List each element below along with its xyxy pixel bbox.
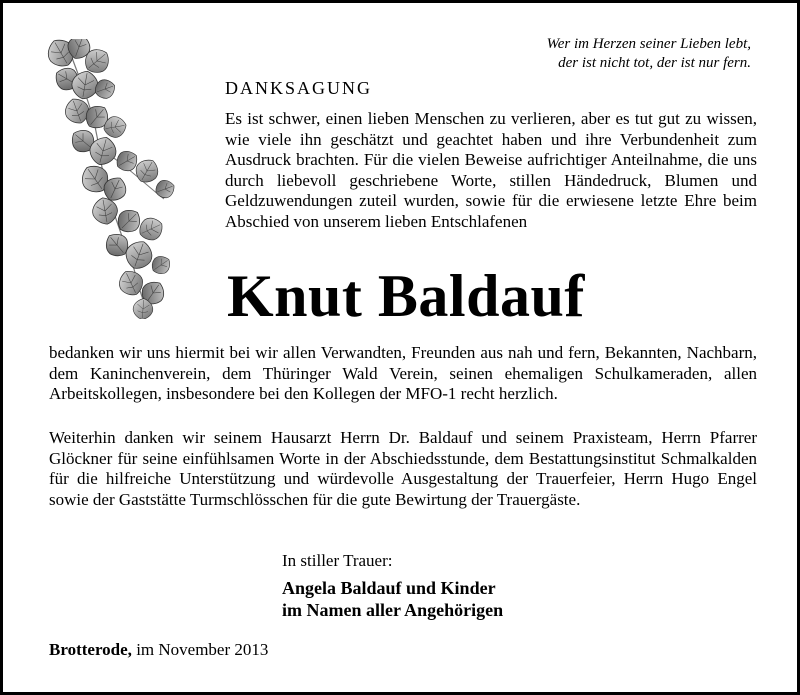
signature-line-1: Angela Baldauf und Kinder (282, 578, 496, 598)
place-name: Brotterode, (49, 640, 132, 659)
notice-date: im November 2013 (136, 640, 269, 659)
quote-line-2: der ist nicht tot, der ist nur fern. (558, 55, 751, 71)
quote-line-1: Wer im Herzen seiner Lieben lebt, (546, 36, 751, 52)
signature-block (282, 577, 503, 621)
thanks-paragraph-1: bedanken wir uns hiermit bei wir allen Verwandten, Freunden aus nah und fern, Bekannten, Nachbarn, dem Kaninchenverein, dem Thüringer Wald Verein, seinen ehemaligen Schulkameraden, allen Arbeitskollegen, insbesondere bei den Kollegen der MFO-1 recht herzlich. (49, 343, 757, 403)
thanks-paragraph-2: Weiterhin danken wir seinem Hausarzt Herrn Dr. Baldauf und seinem Praxisteam, Herrn Pfarrer Glöckner für seine einfühlsamen Worte in der Abschiedsstunde, dem Bestattungsinstitut Schmalkalden für die hilfreiche Unterstützung und würdevolle Ausgestaltung der Trauerfeier, Herrn Hugo Engel sowie der Gaststätte Turmschlösschen für die gute Bewirtung der Trauergäste. (49, 428, 757, 509)
thanks-heading: DANKSAGUNG (225, 78, 373, 98)
place-date (49, 640, 268, 660)
intro-paragraph: Es ist schwer, einen lieben Menschen zu verlieren, aber es tut gut zu wissen, wie viele ihn geschätzt und geachtet haben und ihre Verbundenheit zum Ausdruck brachten. Für die vielen Beweise aufrichtiger Anteilnahme, die uns durch liebevoll geschriebene Worte, stillen Händedruck, Blumen und Geldzuwendungen zuteil wurden, sowie für die erwiesene letzte Ehre beim Abschied von unserem lieben Entschlafenen (225, 109, 757, 231)
mourning-line: In stiller Trauer: (282, 551, 393, 570)
signature-line-2: im Namen aller Angehörigen (282, 600, 504, 620)
memorial-quote (451, 35, 751, 73)
deceased-name: Knut Baldauf (227, 263, 585, 329)
ivy-leaves-image (39, 39, 209, 319)
